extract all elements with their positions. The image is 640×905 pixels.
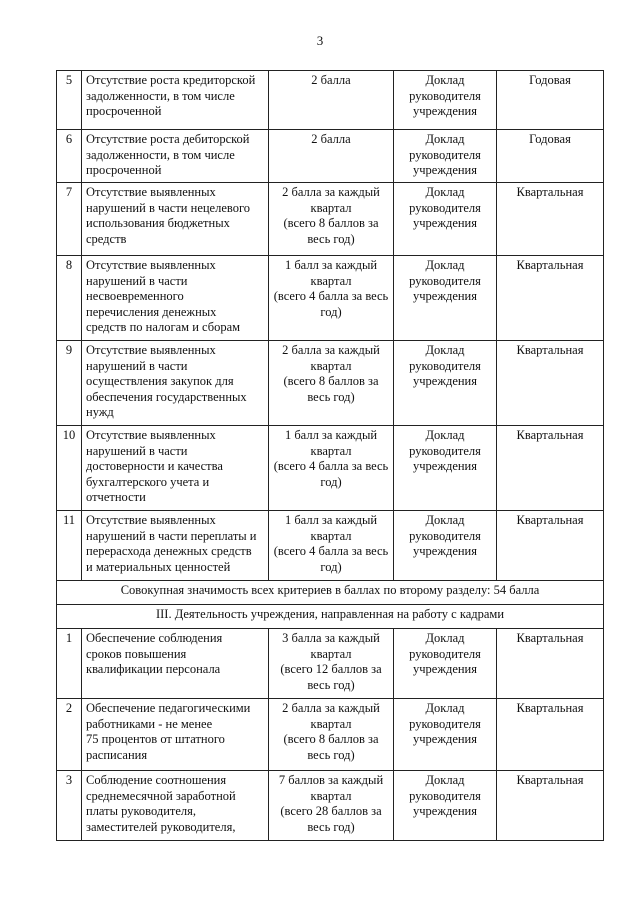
criterion-points: 7 баллов за каждый квартал (всего 28 баллов за весь год)	[269, 771, 394, 841]
criterion-name: Отсутствие выявленных нарушений в части достоверности и качества бухгалтерского учета и отчетности	[82, 426, 269, 511]
criterion-points: 2 балла	[269, 71, 394, 130]
criterion-source: Доклад руководителя учреждения	[394, 256, 497, 341]
table-row	[57, 256, 604, 341]
criterion-period: Квартальная	[497, 771, 604, 841]
row-number: 5	[57, 71, 82, 130]
criterion-period: Квартальная	[497, 629, 604, 699]
table-row	[57, 629, 604, 699]
criterion-points: 1 балл за каждый квартал (всего 4 балла за весь год)	[269, 426, 394, 511]
row-number: 9	[57, 341, 82, 426]
criterion-period: Квартальная	[497, 426, 604, 511]
criteria-table	[56, 70, 604, 841]
row-number: 7	[57, 183, 82, 256]
row-number: 6	[57, 130, 82, 183]
row-number: 1	[57, 629, 82, 699]
criterion-source: Доклад руководителя учреждения	[394, 771, 497, 841]
criterion-period: Годовая	[497, 71, 604, 130]
criterion-source: Доклад руководителя учреждения	[394, 183, 497, 256]
criterion-name: Отсутствие выявленных нарушений в части несвоевременного перечисления денежных средств по налогам и сборам	[82, 256, 269, 341]
table-row	[57, 130, 604, 183]
row-number: 8	[57, 256, 82, 341]
criterion-name: Отсутствие выявленных нарушений в части переплаты и перерасхода денежных средств и материальных ценностей	[82, 511, 269, 581]
criterion-period: Квартальная	[497, 256, 604, 341]
criterion-period: Годовая	[497, 130, 604, 183]
section-title: III. Деятельность учреждения, направленная на работу с кадрами	[57, 605, 604, 629]
criterion-source: Доклад руководителя учреждения	[394, 629, 497, 699]
criterion-source: Доклад руководителя учреждения	[394, 341, 497, 426]
row-number: 3	[57, 771, 82, 841]
criterion-period: Квартальная	[497, 341, 604, 426]
criterion-points: 1 балл за каждый квартал (всего 4 балла за весь год)	[269, 511, 394, 581]
criterion-points: 1 балл за каждый квартал (всего 4 балла за весь год)	[269, 256, 394, 341]
criterion-points: 3 балла за каждый квартал (всего 12 баллов за весь год)	[269, 629, 394, 699]
table-row	[57, 341, 604, 426]
section-total-row	[57, 581, 604, 605]
criterion-source: Доклад руководителя учреждения	[394, 511, 497, 581]
row-number: 2	[57, 699, 82, 771]
criterion-name: Обеспечение педагогическими работниками - не менее 75 процентов от штатного расписания	[82, 699, 269, 771]
criterion-period: Квартальная	[497, 699, 604, 771]
criterion-name: Обеспечение соблюдения сроков повышения квалификации персонала	[82, 629, 269, 699]
criterion-period: Квартальная	[497, 183, 604, 256]
section-title-row	[57, 605, 604, 629]
row-number: 11	[57, 511, 82, 581]
criterion-points: 2 балла за каждый квартал (всего 8 баллов за весь год)	[269, 699, 394, 771]
criterion-source: Доклад руководителя учреждения	[394, 699, 497, 771]
table-row	[57, 426, 604, 511]
table-row	[57, 71, 604, 130]
criterion-source: Доклад руководителя учреждения	[394, 426, 497, 511]
criterion-period: Квартальная	[497, 511, 604, 581]
row-number: 10	[57, 426, 82, 511]
page-number: 3	[316, 33, 324, 48]
criterion-points: 2 балла за каждый квартал (всего 8 баллов за весь год)	[269, 341, 394, 426]
criterion-source: Доклад руководителя учреждения	[394, 130, 497, 183]
table-row	[57, 183, 604, 256]
table-row	[57, 771, 604, 841]
table-row	[57, 511, 604, 581]
criterion-points: 2 балла за каждый квартал (всего 8 баллов за весь год)	[269, 183, 394, 256]
criterion-name: Соблюдение соотношения среднемесячной заработной платы руководителя, заместителей руководителя,	[82, 771, 269, 841]
criterion-name: Отсутствие выявленных нарушений в части осуществления закупок для обеспечения государственных нужд	[82, 341, 269, 426]
criterion-name: Отсутствие роста кредиторской задолженности, в том числе просроченной	[82, 71, 269, 130]
criterion-source: Доклад руководителя учреждения	[394, 71, 497, 130]
criterion-points: 2 балла	[269, 130, 394, 183]
section-total: Совокупная значимость всех критериев в баллах по второму разделу: 54 балла	[57, 581, 604, 605]
criterion-name: Отсутствие выявленных нарушений в части нецелевого использования бюджетных средств	[82, 183, 269, 256]
criterion-name: Отсутствие роста дебиторской задолженности, в том числе просроченной	[82, 130, 269, 183]
table-row	[57, 699, 604, 771]
